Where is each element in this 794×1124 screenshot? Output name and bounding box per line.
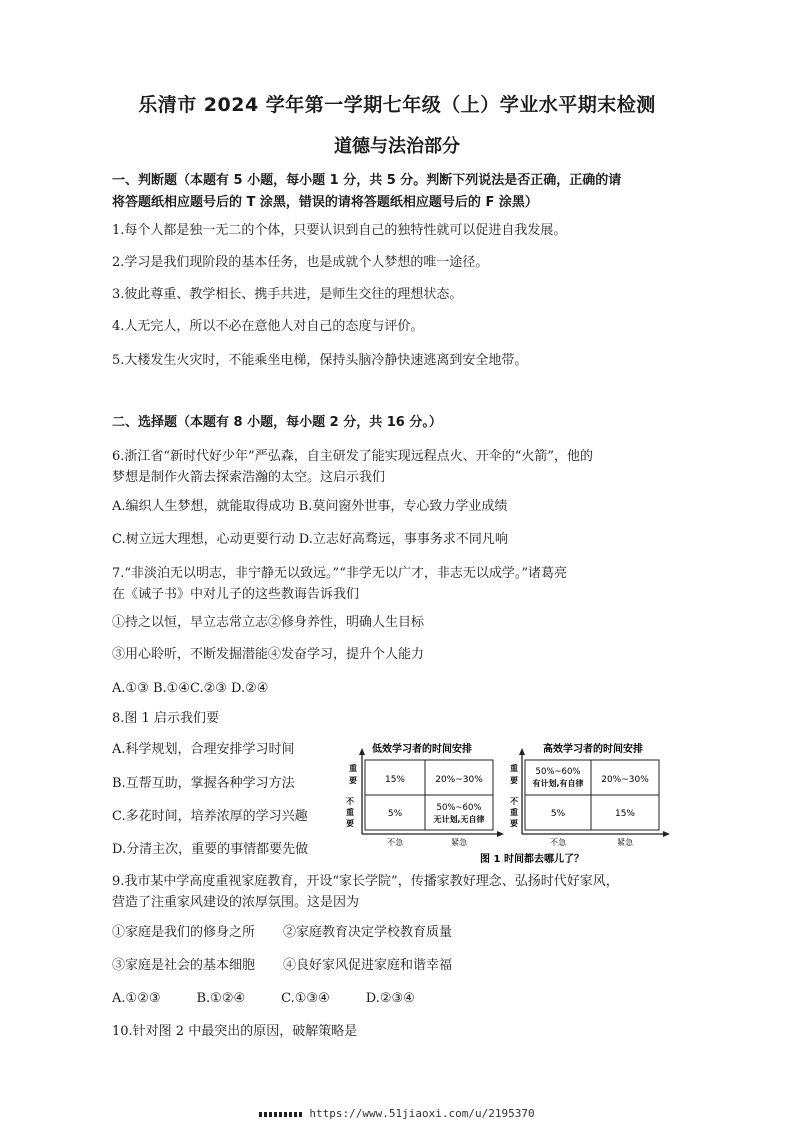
q7-stem-line2: 在《诫子书》中对儿子的这些教诲告诉我们 [112,587,360,602]
fig-left-cell-unimp-urgent-2: 无计划,无自律 [433,815,485,824]
fig-left-cell-imp-urgent: 20%~30% [435,775,483,785]
fig-left-x-noturgent: 不急 [387,838,403,847]
q10-stem: 10.针对图 2 中最突出的原因，破解策略是 [112,1024,358,1039]
q8-option-d: D.分清主次，重要的事情都要先做 [112,842,309,857]
judge-item-1: 1.每个人都是独一无二的个体，只要认识到自己的独特性就可以促进自我发展。 [112,223,567,238]
fig-left-title: 低效学习者的时间安排 [372,744,472,755]
q9-option-d: D.②③④ [365,991,415,1006]
q9-option-c: C.①③④ [281,991,330,1006]
q7-options: A.①③ B.①④C.②③ D.②④ [112,681,269,696]
fig-left-x-arrow [497,831,504,837]
q9-statements-34 [112,955,712,977]
q9-statement-1: ①家庭是我们的修身之所 [112,925,256,940]
fig-left-x-urgent: 紧急 [451,838,467,847]
q8-stem: 8.图 1 启示我们要 [112,711,219,726]
fig-caption: 图 1 时间都去哪儿了？ [480,854,584,865]
fig-left-y-important-1: 重 [349,764,357,773]
footer-url: https://www.51jiaoxi.com/u/2195370 [309,1107,535,1120]
q6-stem [112,446,712,488]
fig-left-y-important-2: 要 [349,776,357,785]
fig-left-y-unimportant-1: 不 [346,797,354,806]
fig-right-y-important-2: 要 [510,776,518,785]
footer-watermark-marks [259,1112,303,1117]
fig-right-x-urgent: 紧急 [617,838,633,847]
section1-heading [112,170,692,214]
fig-right-cell-imp-noturgent-1: 50%~60% [535,767,581,777]
section1-heading-line1: 一、判断题（本题有 5 小题，每小题 1 分，共 5 分。判断下列说法是否正确，正确的请 [112,173,622,188]
figure-1-svg [340,738,675,868]
q9-stem [112,871,712,913]
q9-option-b: B.①②④ [196,991,246,1006]
fig-left-y-arrow [359,748,365,755]
fig-right-title: 高效学习者的时间安排 [543,744,643,755]
fig-right-cell-unimp-noturgent: 5% [550,809,566,819]
fig-left-cell-imp-noturgent: 15% [384,775,406,785]
q7-stem-line1: 7.“非淡泊无以明志，非宁静无以致远。”“非学无以广才，非志无以成学。”诸葛亮 [112,566,567,581]
q6-stem-line1: 6.浙江省“新时代好少年”严弘森，自主研发了能实现远程点火、开伞的“火箭”，他的 [112,449,593,464]
judge-item-2: 2.学习是我们现阶段的基本任务，也是成就个人梦想的唯一途径。 [112,255,489,270]
q9-statement-4: ④良好家风促进家庭和谐幸福 [283,958,453,973]
q8-option-b: B.互帮互助，掌握各种学习方法 [112,776,295,791]
exam-title: 乐清市 2024 学年第一学期七年级（上）学业水平期末检测 [138,94,656,116]
fig-right-cell-imp-noturgent-2: 有计划,有自律 [532,779,584,788]
page-footer [0,1107,794,1120]
fig-right-cell-imp-urgent: 20%~30% [601,775,649,785]
fig-right-y-arrow [519,748,525,755]
figure-1 [340,738,675,868]
fig-right-x-arrow [663,831,670,837]
judge-item-3: 3.彼此尊重、教学相长、携手共进，是师生交往的理想状态。 [112,287,463,302]
fig-right-x-noturgent: 不急 [550,838,566,847]
q9-option-a: A.①②③ [112,991,161,1006]
fig-right-y-unimportant-1: 不 [510,797,518,806]
q6-options-cd: C.树立远大理想，心动更要行动 D.立志好高骛远，事事务求不同凡响 [112,532,508,547]
q9-stem-line1: 9.我市某中学高度重视家庭教育，开设“家长学院”，传播家教好理念、弘扬时代好家风， [112,874,619,889]
q9-stem-line2: 营造了注重家风建设的浓厚氛围。这是因为 [112,895,360,910]
q8-option-c: C.多花时间，培养浓厚的学习兴趣 [112,809,308,824]
q7-statements-34: ③用心聆听，不断发掘潜能④发奋学习，提升个人能力 [112,647,425,662]
q9-statement-3: ③家庭是社会的基本细胞 [112,958,256,973]
q7-stem [112,563,712,605]
q9-options [112,988,712,1010]
judge-item-4: 4.人无完人，所以不必在意他人对自己的态度与评价。 [112,319,424,334]
q9-statement-2: ②家庭教育决定学校教育质量 [283,925,453,940]
fig-left-cell-unimp-noturgent: 5% [387,809,403,819]
judge-item-5: 5.大楼发生火灾时，不能乘坐电梯，保持头脑冷静快速逃离到安全地带。 [112,353,528,368]
section1-heading-line2: 将答题纸相应题号后的 T 涂黑，错误的请将答题纸相应题号后的 F 涂黑） [112,195,538,210]
fig-right-y-unimportant-3: 要 [510,819,518,828]
fig-right-y-unimportant-2: 重 [510,808,518,817]
fig-right-y-important-1: 重 [510,764,518,773]
q9-statements-12 [112,922,712,944]
q6-options-ab: A.编织人生梦想，就能取得成功 B.莫问窗外世事，专心致力学业成绩 [112,499,508,514]
q6-stem-line2: 梦想是制作火箭去探索浩瀚的太空。这启示我们 [112,470,386,485]
fig-left-cell-unimp-urgent-1: 50%~60% [436,803,482,813]
section2-heading: 二、选择题（本题有 8 小题，每小题 2 分，共 16 分。） [112,415,442,430]
q7-statements-12: ①持之以恒，早立志常立志②修身养性，明确人生目标 [112,615,425,630]
fig-left-y-unimportant-3: 要 [346,819,354,828]
fig-left-y-unimportant-2: 重 [346,808,354,817]
fig-right-cell-unimp-urgent: 15% [614,809,636,819]
q8-option-a: A.科学规划，合理安排学习时间 [112,742,295,757]
exam-subtitle: 道德与法治部分 [334,136,460,157]
